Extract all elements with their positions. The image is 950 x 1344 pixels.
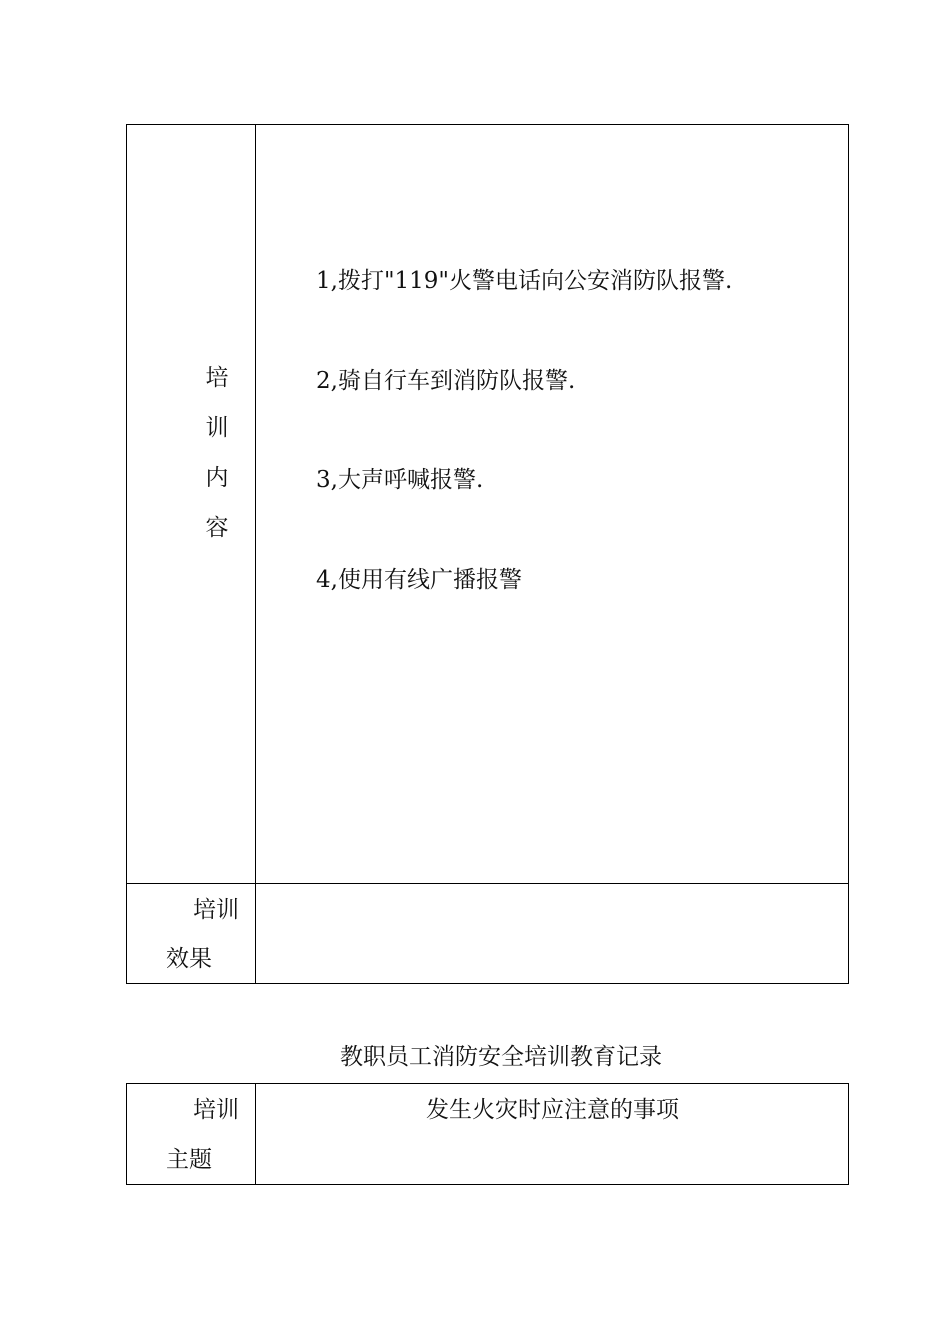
content-item: 4,使用有线广播报警 — [316, 567, 522, 593]
training-topic-value: 发生火灾时应注意的事项 — [426, 1097, 679, 1123]
training-content-table — [126, 124, 849, 984]
label-char: 训 — [205, 415, 229, 441]
label-line: 培训 — [193, 897, 239, 923]
label-char: 培 — [205, 365, 229, 391]
label-char: 容 — [205, 515, 229, 541]
label-line: 培训 — [193, 1097, 239, 1123]
table-column-divider — [255, 124, 256, 984]
label-line: 效果 — [166, 946, 212, 972]
content-item: 1,拨打"119"火警电话向公安消防队报警. — [316, 268, 733, 294]
label-char: 内 — [205, 465, 229, 491]
content-item: 2,骑自行车到消防队报警. — [316, 368, 576, 394]
content-item: 3,大声呼喊报警. — [316, 467, 484, 493]
label-line: 主题 — [166, 1147, 212, 1173]
table-row-divider — [126, 883, 849, 884]
record-title: 教职员工消防安全培训教育记录 — [340, 1044, 662, 1070]
